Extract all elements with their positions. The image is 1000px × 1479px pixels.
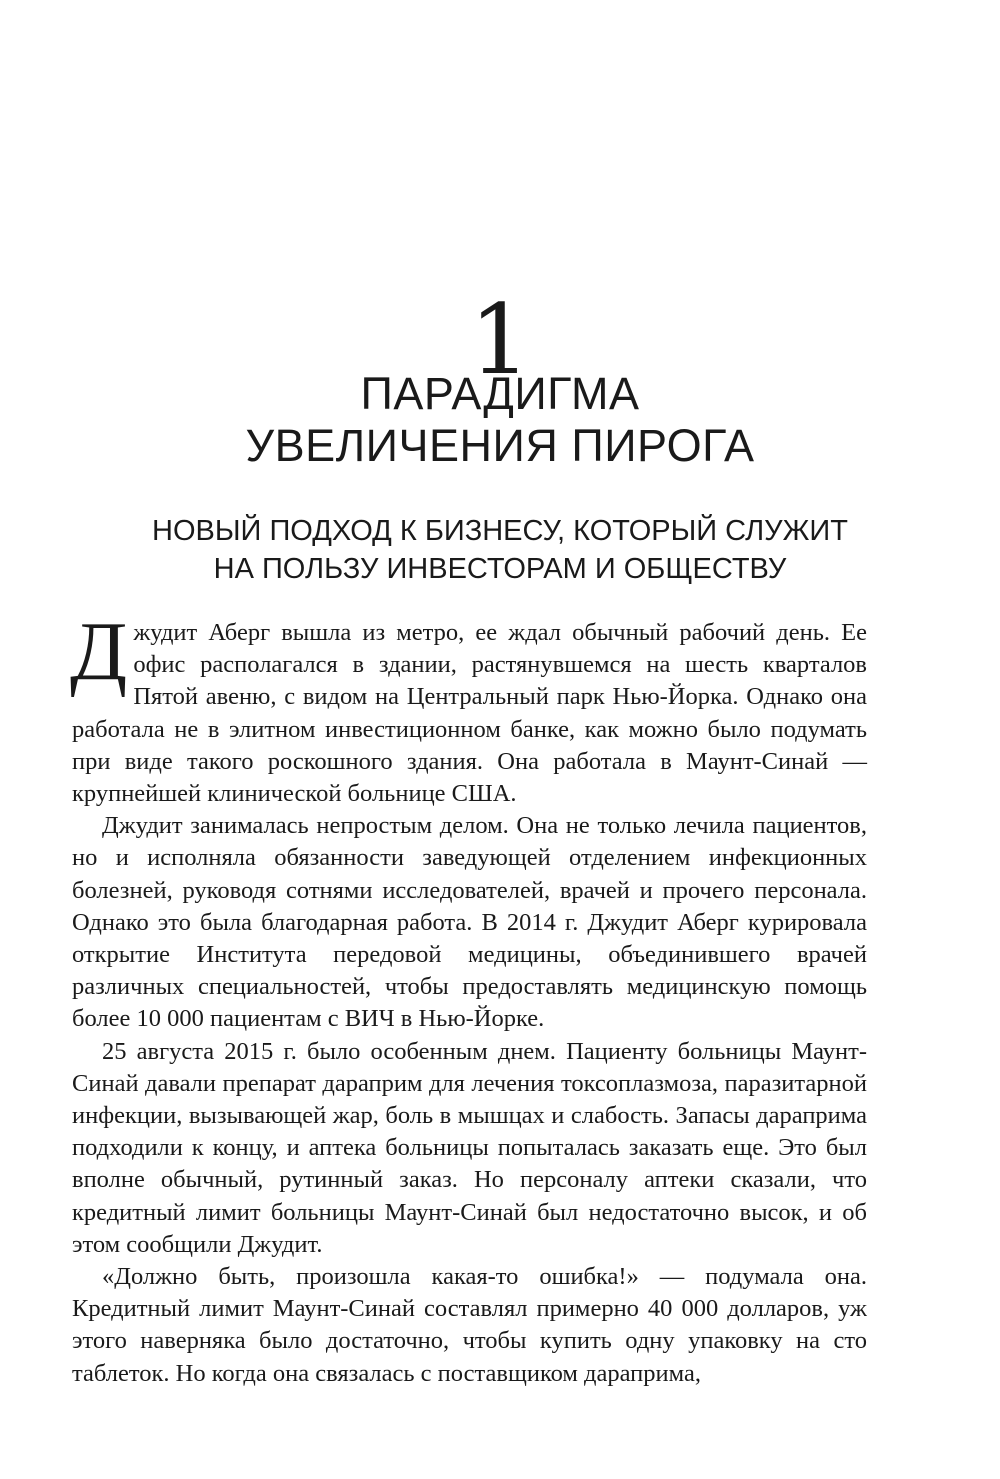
paragraph-2: Джудит занималась непростым делом. Она не только лечила пациентов, но и исполняла обязанности заведующей отделением инфекционных болезней, руководя сотнями исследователей, врачей и прочего персонала. Однако это была благодарная работа. В 2014 г. Джудит Аберг курировала открытие Института передовой медицины, объединившего врачей различных специальностей, чтобы предоставлять медицинскую помощь более 10 000 пациентам с ВИЧ в Нью-Йорке.	[72, 812, 867, 1033]
paragraph-1	[70, 605, 867, 810]
chapter-subtitle-line-2: НА ПОЛЬЗУ ИНВЕСТОРАМ И ОБЩЕСТВУ	[213, 553, 787, 585]
chapter-title	[0, 368, 1000, 472]
paragraph-1-text: жудит Аберг вышла из метро, ее ждал обычный рабочий день. Ее офис располагался в здании, растянувшемся на шесть кварталов Пятой авеню, с видом на Центральный парк Нью-Йорка. Однако она работала не в элитном инвестиционном банке, как можно было подумать при виде такого роскошного здания. Она работала в Маунт-Синай — крупнейшей клинической больнице США.	[72, 619, 867, 808]
chapter-title-line-2: УВЕЛИЧЕНИЯ ПИРОГА	[245, 420, 755, 471]
chapter-title-line-1: ПАРАДИГМА	[360, 368, 640, 419]
body-text	[70, 605, 867, 1390]
chapter-subtitle-line-1: НОВЫЙ ПОДХОД К БИЗНЕСУ, КОТОРЫЙ СЛУЖИТ	[152, 515, 848, 547]
paragraph-3: 25 августа 2015 г. было особенным днем. Пациенту больницы Маунт-Синай давали препарат дараприм для лечения токсоплазмоза, паразитарной инфекции, вызывающей жар, боль в мышцах и слабость. Запасы дараприма подходили к концу, и аптека больницы попыталась заказать еще. Это был вполне обычный, рутинный заказ. Но персоналу аптеки сказали, что кредитный лимит больницы Маунт-Синай был недостаточно высок, и об этом сообщили Джудит.	[72, 1037, 867, 1258]
chapter-subtitle	[0, 512, 1000, 588]
paragraph-4: «Должно быть, произошла какая-то ошибка!» — подумала она. Кредитный лимит Маунт-Синай составлял примерно 40 000 долларов, уж этого наверняка было достаточно, чтобы купить одну упаковку на сто таблеток. Но когда она связалась с поставщиком дараприма,	[72, 1263, 867, 1387]
drop-cap: Д	[70, 605, 128, 698]
chapter-number: 1	[469, 284, 531, 396]
